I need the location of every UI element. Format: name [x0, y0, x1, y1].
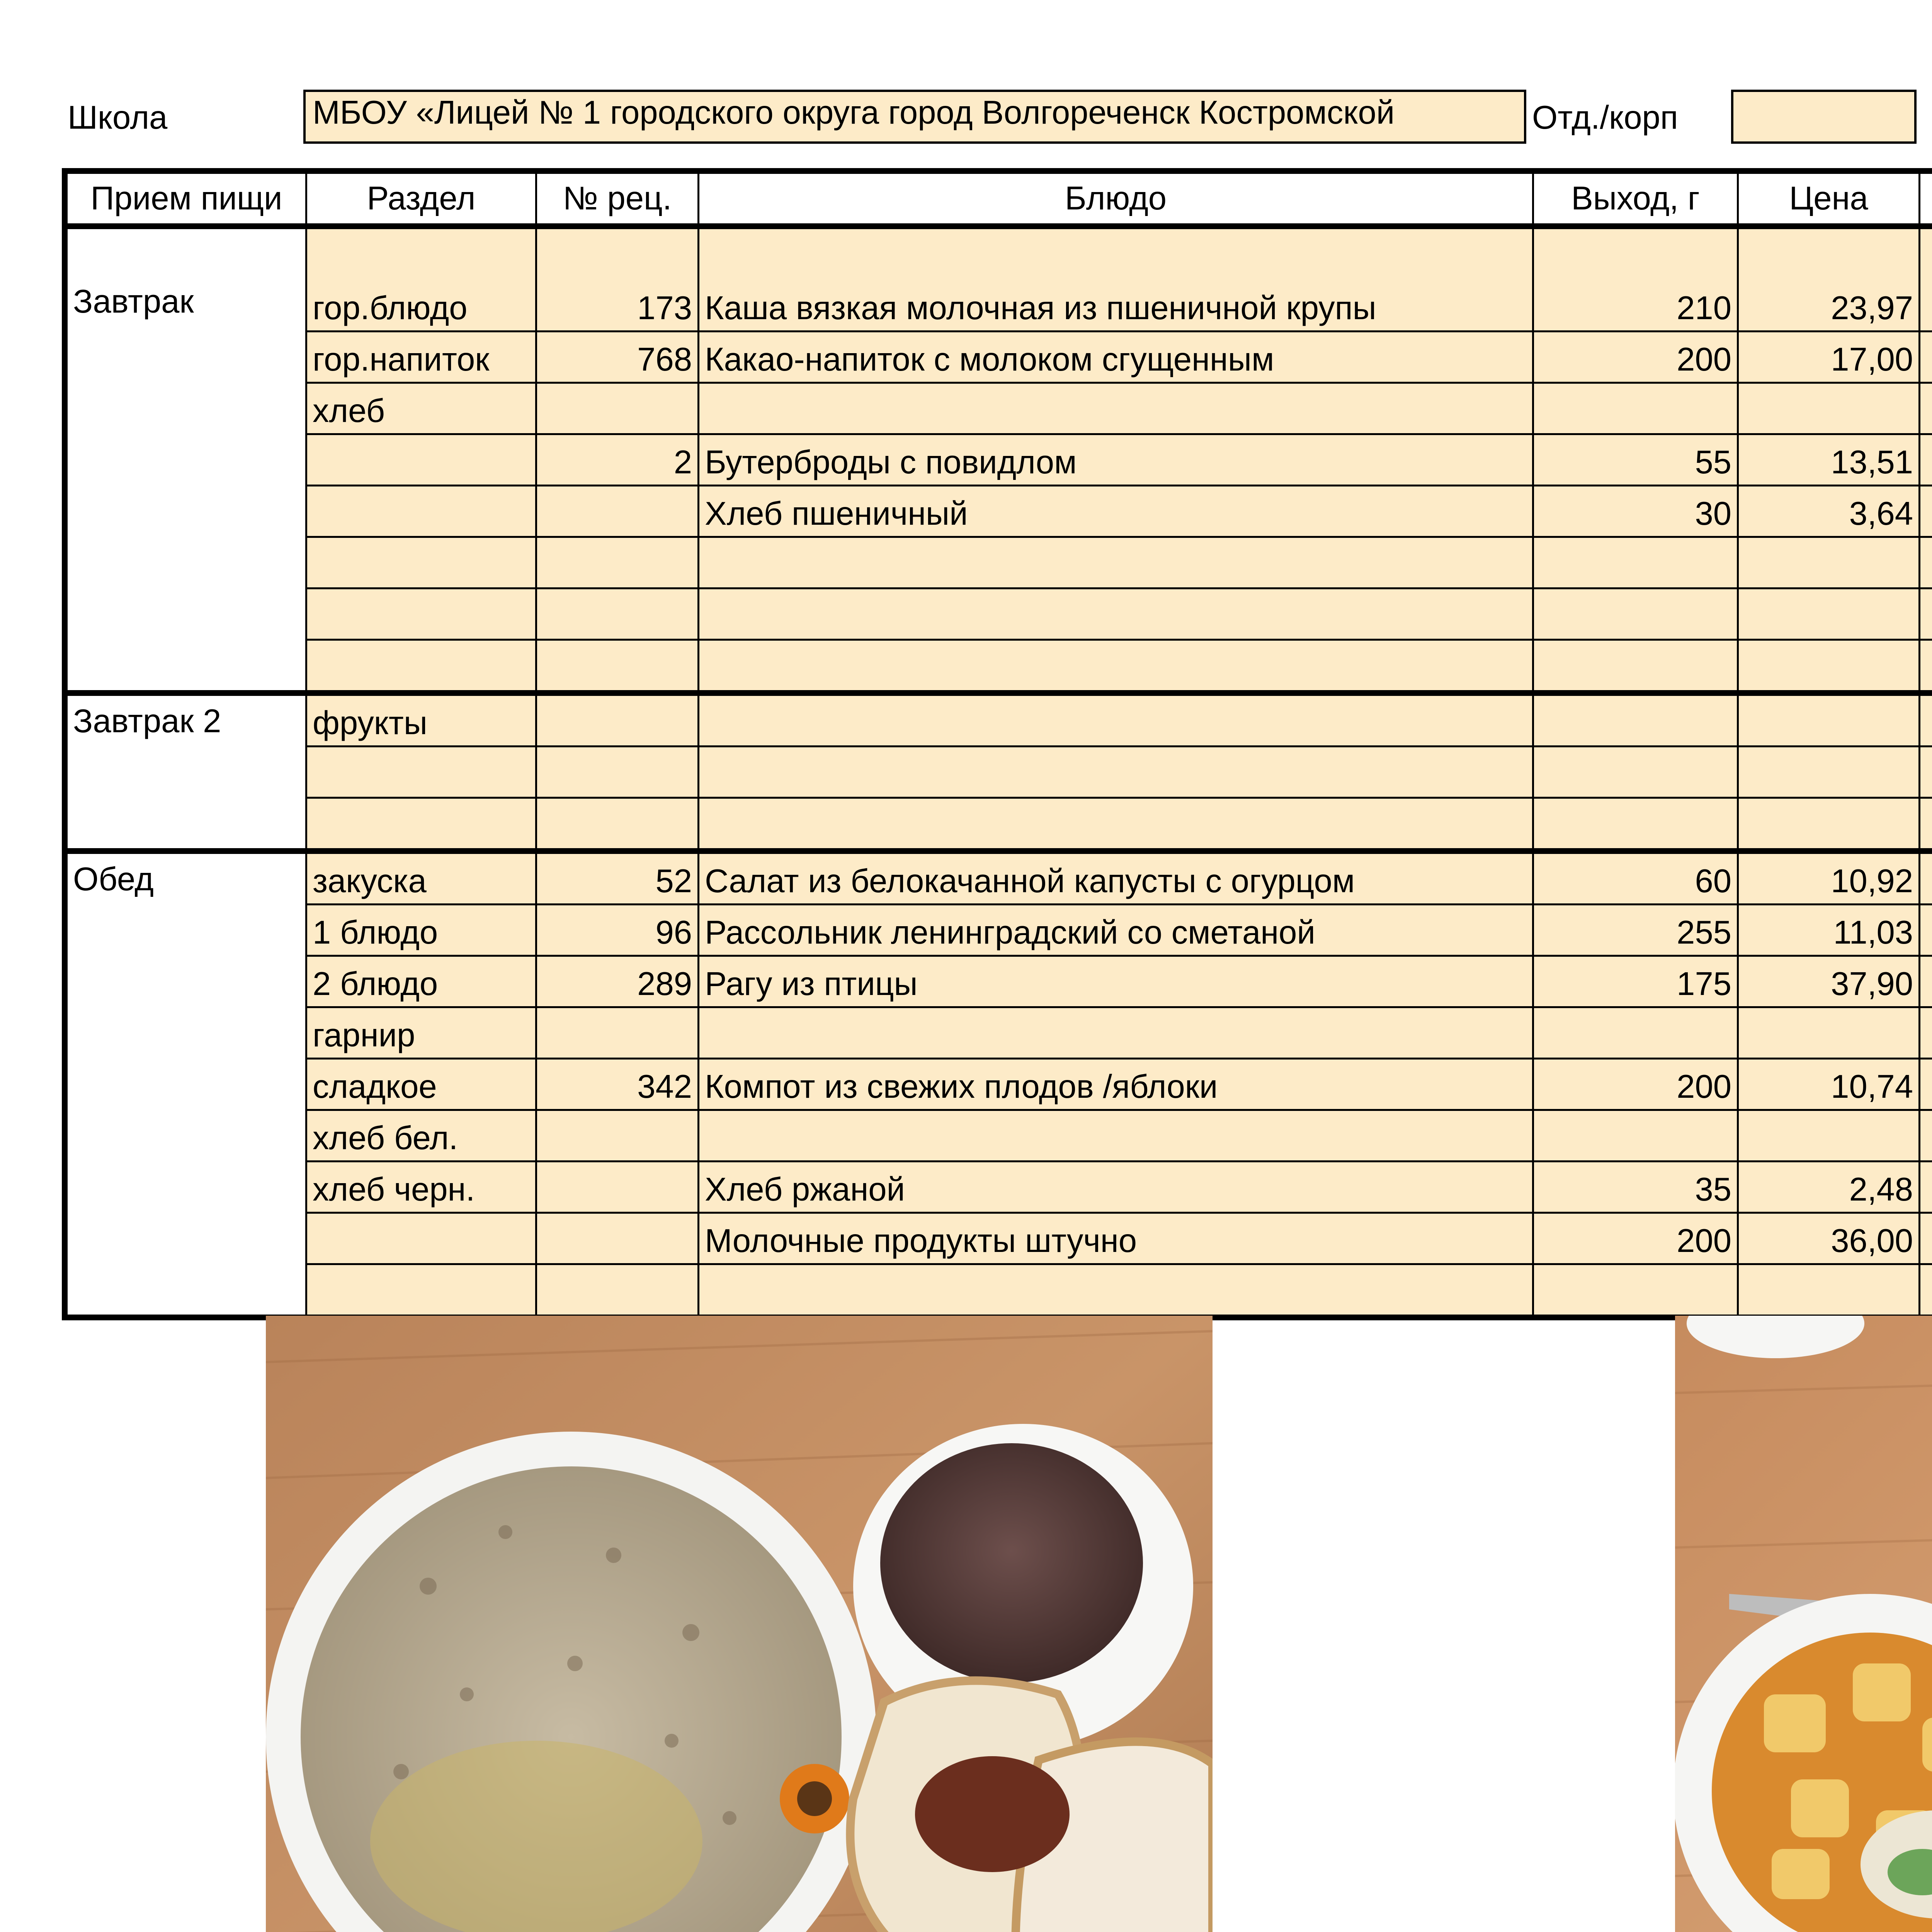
price-cell[interactable]: 23,97 [1738, 226, 1920, 332]
kcal-cell[interactable] [1920, 905, 1932, 956]
yield-cell[interactable]: 200 [1533, 1059, 1738, 1110]
col-meal-header: Прием пищи [65, 171, 306, 226]
section-cell[interactable]: сладкое [306, 1059, 536, 1110]
dish-cell[interactable]: Каша вязкая молочная из пшеничной крупы [699, 226, 1533, 332]
yield-cell[interactable]: 55 [1533, 434, 1738, 486]
kcal-cell[interactable] [1920, 747, 1932, 798]
meal-breakfast-2: Завтрак 2 [65, 693, 306, 851]
price-cell[interactable]: 2,48 [1738, 1162, 1920, 1213]
dish-cell[interactable] [699, 693, 1533, 747]
price-cell[interactable] [1738, 747, 1920, 798]
yield-cell[interactable]: 60 [1533, 851, 1738, 905]
recipe-cell[interactable]: 2 [536, 434, 699, 486]
section-cell[interactable]: хлеб бел. [306, 1110, 536, 1162]
price-cell[interactable] [1738, 1007, 1920, 1059]
dish-cell[interactable]: Хлеб пшеничный [699, 486, 1533, 537]
recipe-cell[interactable] [536, 1007, 699, 1059]
recipe-cell[interactable] [536, 747, 699, 798]
recipe-cell[interactable]: 96 [536, 905, 699, 956]
kcal-cell[interactable] [1920, 1110, 1932, 1162]
lunch-photo [1675, 1316, 1932, 1932]
meal-breakfast: Завтрак [65, 226, 306, 693]
dish-cell[interactable]: Салат из белокачанной капусты с огурцом [699, 851, 1533, 905]
yield-cell[interactable]: 30 [1533, 486, 1738, 537]
yield-cell[interactable] [1533, 1264, 1738, 1318]
table-row [65, 486, 1932, 537]
price-cell[interactable]: 3,64 [1738, 486, 1920, 537]
recipe-cell[interactable]: 289 [536, 956, 699, 1007]
kcal-cell[interactable] [1920, 640, 1932, 693]
price-cell[interactable] [1738, 640, 1920, 693]
table-body [65, 226, 1932, 1318]
col-section-header: Раздел [306, 171, 536, 226]
kcal-cell[interactable] [1920, 332, 1932, 383]
kcal-cell[interactable] [1920, 693, 1932, 747]
table-row [65, 693, 1932, 747]
price-cell[interactable]: 13,51 [1738, 434, 1920, 486]
yield-cell[interactable]: 200 [1533, 332, 1738, 383]
kcal-cell[interactable] [1920, 1007, 1932, 1059]
section-cell[interactable]: фрукты [306, 693, 536, 747]
dish-cell[interactable]: Какао-напиток с молоком сгущенным [699, 332, 1533, 383]
dish-cell[interactable]: Бутерброды с повидлом [699, 434, 1533, 486]
yield-cell[interactable] [1533, 640, 1738, 693]
table-row [65, 434, 1932, 486]
section-cell[interactable] [306, 747, 536, 798]
yield-cell[interactable] [1533, 693, 1738, 747]
kcal-cell[interactable] [1920, 537, 1932, 588]
section-cell[interactable] [306, 486, 536, 537]
branch-label: Отд./корп [1532, 99, 1678, 136]
price-cell[interactable]: 10,74 [1738, 1059, 1920, 1110]
section-cell[interactable]: хлеб черн. [306, 1162, 536, 1213]
kcal-cell[interactable] [1920, 956, 1932, 1007]
yield-cell[interactable]: 255 [1533, 905, 1738, 956]
table-row [65, 383, 1932, 434]
kcal-cell[interactable] [1920, 486, 1932, 537]
section-cell[interactable]: 2 блюдо [306, 956, 536, 1007]
dish-cell[interactable] [699, 747, 1533, 798]
col-yield-header: Выход, г [1533, 171, 1738, 226]
price-cell[interactable] [1738, 1110, 1920, 1162]
recipe-cell[interactable] [536, 640, 699, 693]
table-header [65, 171, 1932, 226]
table-row [65, 537, 1932, 588]
dish-cell[interactable] [699, 1007, 1533, 1059]
table-row [65, 1162, 1932, 1213]
dish-cell[interactable]: Молочные продукты штучно [699, 1213, 1533, 1264]
dish-cell[interactable] [699, 1110, 1533, 1162]
dish-cell[interactable]: Рассольник ленинградский со сметаной [699, 905, 1533, 956]
recipe-cell[interactable] [536, 588, 699, 640]
kcal-cell[interactable] [1920, 226, 1932, 332]
price-cell[interactable]: 36,00 [1738, 1213, 1920, 1264]
recipe-cell[interactable] [536, 1162, 699, 1213]
yield-cell[interactable] [1533, 537, 1738, 588]
recipe-cell[interactable]: 342 [536, 1059, 699, 1110]
table-row [65, 226, 1932, 332]
section-cell[interactable] [306, 640, 536, 693]
yield-cell[interactable] [1533, 1110, 1738, 1162]
yield-cell[interactable]: 35 [1533, 1162, 1738, 1213]
kcal-cell[interactable] [1920, 383, 1932, 434]
section-cell[interactable] [306, 588, 536, 640]
table-row [65, 798, 1932, 851]
branch-field[interactable] [1731, 90, 1917, 144]
kcal-cell[interactable] [1920, 851, 1932, 905]
recipe-cell[interactable]: 768 [536, 332, 699, 383]
yield-cell[interactable] [1533, 588, 1738, 640]
yield-cell[interactable] [1533, 383, 1738, 434]
table-row [65, 1213, 1932, 1264]
school-name-field[interactable]: МБОУ «Лицей № 1 городского округа город Волгореченск Костромской [303, 90, 1526, 144]
recipe-cell[interactable] [536, 1264, 699, 1318]
section-cell[interactable]: гор.блюдо [306, 226, 536, 332]
price-cell[interactable] [1738, 537, 1920, 588]
table-row [65, 332, 1932, 383]
kcal-cell[interactable] [1920, 1059, 1932, 1110]
recipe-cell[interactable] [536, 1110, 699, 1162]
table-row [65, 851, 1932, 905]
dish-cell[interactable] [699, 640, 1533, 693]
yield-cell[interactable]: 210 [1533, 226, 1738, 332]
recipe-cell[interactable] [536, 537, 699, 588]
section-cell[interactable] [306, 434, 536, 486]
yield-cell[interactable] [1533, 747, 1738, 798]
recipe-cell[interactable] [536, 693, 699, 747]
table-row [65, 1110, 1932, 1162]
table-row [65, 1264, 1932, 1318]
section-cell[interactable] [306, 1264, 536, 1318]
col-recipe-header: № рец. [536, 171, 699, 226]
dish-cell[interactable] [699, 798, 1533, 851]
dish-cell[interactable] [699, 588, 1533, 640]
section-cell[interactable]: гор.напиток [306, 332, 536, 383]
yield-cell[interactable] [1533, 798, 1738, 851]
col-dish-header: Блюдо [699, 171, 1533, 226]
breakfast-photo [266, 1316, 1213, 1932]
kcal-cell[interactable] [1920, 1162, 1932, 1213]
price-cell[interactable]: 37,90 [1738, 956, 1920, 1007]
kcal-cell[interactable] [1920, 1264, 1932, 1318]
dish-cell[interactable] [699, 537, 1533, 588]
table-row [65, 640, 1932, 693]
price-cell[interactable] [1738, 588, 1920, 640]
price-cell[interactable]: 11,03 [1738, 905, 1920, 956]
table-row [65, 905, 1932, 956]
recipe-cell[interactable] [536, 1213, 699, 1264]
recipe-cell[interactable] [536, 486, 699, 537]
kcal-cell[interactable] [1920, 434, 1932, 486]
section-cell[interactable]: закуска [306, 851, 536, 905]
recipe-cell[interactable]: 52 [536, 851, 699, 905]
table-row [65, 588, 1932, 640]
kcal-cell[interactable] [1920, 588, 1932, 640]
yield-cell[interactable] [1533, 1007, 1738, 1059]
dish-cell[interactable]: Хлеб ржаной [699, 1162, 1533, 1213]
price-cell[interactable] [1738, 1264, 1920, 1318]
recipe-cell[interactable] [536, 383, 699, 434]
table-row [65, 1007, 1932, 1059]
recipe-cell[interactable]: 173 [536, 226, 699, 332]
menu-table [62, 168, 1932, 1320]
dish-cell[interactable]: Компот из свежих плодов /яблоки [699, 1059, 1533, 1110]
dish-cell[interactable] [699, 1264, 1533, 1318]
kcal-cell[interactable] [1920, 1213, 1932, 1264]
recipe-cell[interactable] [536, 798, 699, 851]
table-row [65, 1059, 1932, 1110]
section-cell[interactable] [306, 798, 536, 851]
price-cell[interactable] [1738, 383, 1920, 434]
yield-cell[interactable]: 200 [1533, 1213, 1738, 1264]
col-price-header: Цена [1738, 171, 1920, 226]
section-cell[interactable] [306, 537, 536, 588]
price-cell[interactable] [1738, 798, 1920, 851]
price-cell[interactable]: 10,92 [1738, 851, 1920, 905]
price-cell[interactable] [1738, 693, 1920, 747]
school-label: Школа [68, 99, 168, 136]
table-row [65, 747, 1932, 798]
section-cell[interactable]: 1 блюдо [306, 905, 536, 956]
section-cell[interactable]: хлеб [306, 383, 536, 434]
table-row [65, 956, 1932, 1007]
dish-cell[interactable]: Рагу из птицы [699, 956, 1533, 1007]
section-cell[interactable] [306, 1213, 536, 1264]
yield-cell[interactable]: 175 [1533, 956, 1738, 1007]
price-cell[interactable]: 17,00 [1738, 332, 1920, 383]
dish-cell[interactable] [699, 383, 1533, 434]
col-kcal-header [1920, 171, 1932, 226]
section-cell[interactable]: гарнир [306, 1007, 536, 1059]
meal-lunch: Обед [65, 851, 306, 1318]
kcal-cell[interactable] [1920, 798, 1932, 851]
